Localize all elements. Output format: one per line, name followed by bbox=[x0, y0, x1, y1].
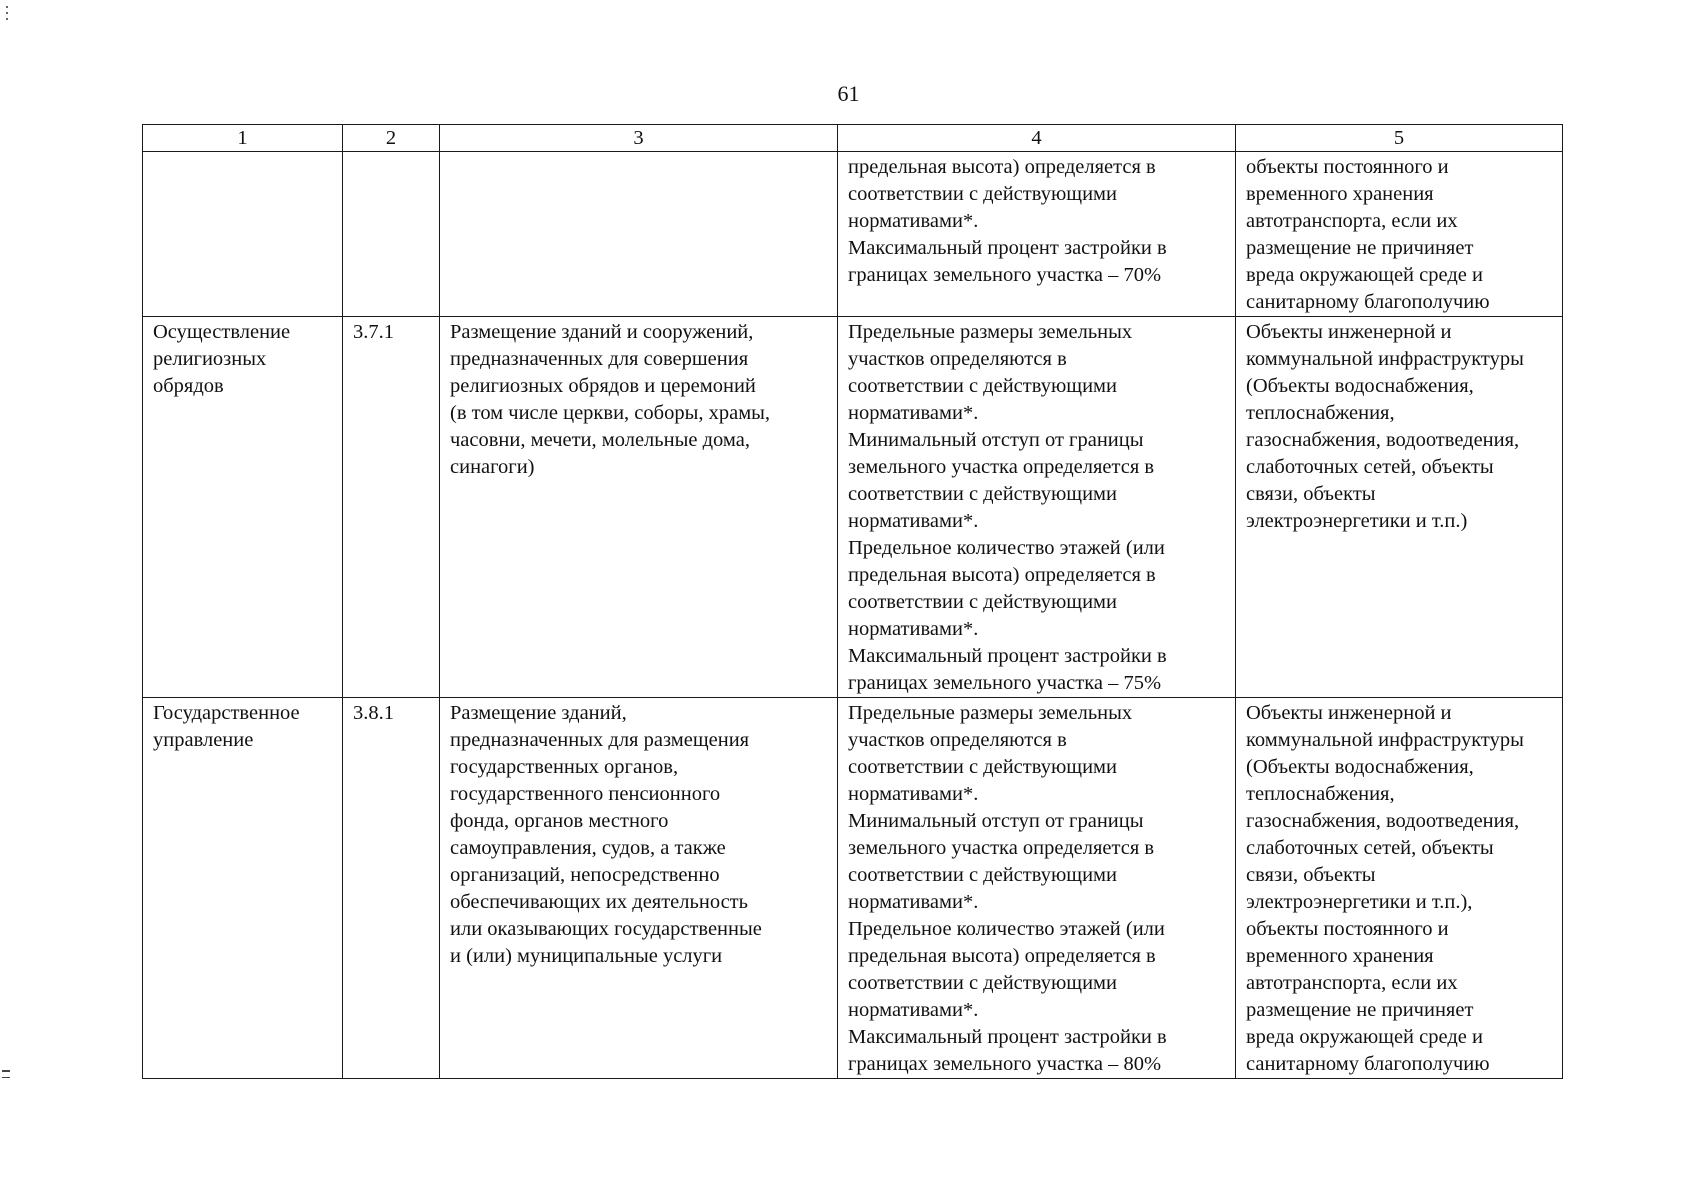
cell-parameters: предельная высота) определяется в соответствии с действующими нормативами*. Максимальный процент застройки в границах земельного участка – 70% bbox=[838, 152, 1236, 317]
column-header-2: 2 bbox=[343, 125, 440, 152]
cell-description bbox=[440, 152, 838, 317]
table-body bbox=[143, 152, 1563, 1079]
cell-code: 3.8.1 bbox=[343, 698, 440, 1079]
cell-auxiliary-objects: Объекты инженерной и коммунальной инфраструктуры (Объекты водоснабжения, теплоснабжения, газоснабжения, водоотведения, слаботочных сетей, объекты связи, объекты электроэнергетики и т.п.), объекты постоянного и временного хранения автотранспорта, если их размещение не причиняет вреда окружающей среде и санитарному благополучию bbox=[1236, 698, 1563, 1079]
land-use-table bbox=[142, 124, 1563, 1079]
cell-use-name: Осуществление религиозных обрядов bbox=[143, 317, 343, 698]
table-row bbox=[143, 317, 1563, 698]
cell-description: Размещение зданий, предназначенных для размещения государственных органов, государственного пенсионного фонда, органов местного самоуправления, судов, а также организаций, непосредственно обеспечивающих их деятельность или оказывающих государственные и (или) муниципальные услуги bbox=[440, 698, 838, 1079]
header-row bbox=[143, 125, 1563, 152]
cell-auxiliary-objects: объекты постоянного и временного хранения автотранспорта, если их размещение не причиняет вреда окружающей среде и санитарному благополучию bbox=[1236, 152, 1563, 317]
column-header-1: 1 bbox=[143, 125, 343, 152]
cell-auxiliary-objects: Объекты инженерной и коммунальной инфраструктуры (Объекты водоснабжения, теплоснабжения, газоснабжения, водоотведения, слаботочных сетей, объекты связи, объекты электроэнергетики и т.п.) bbox=[1236, 317, 1563, 698]
cell-use-name: Государственное управление bbox=[143, 698, 343, 1079]
cell-parameters: Предельные размеры земельных участков определяются в соответствии с действующими нормативами*. Минимальный отступ от границы земельного участка определяется в соответствии с действующими нормативами*. Предельное количество этажей (или предельная высота) определяется в соответствии с действующими нормативами*. Максимальный процент застройки в границах земельного участка – 80% bbox=[838, 698, 1236, 1079]
table-row bbox=[143, 698, 1563, 1079]
table-row bbox=[143, 152, 1563, 317]
cell-description: Размещение зданий и сооружений, предназначенных для совершения религиозных обрядов и церемоний (в том числе церкви, соборы, храмы, часовни, мечети, молельные дома, синагоги) bbox=[440, 317, 838, 698]
column-header-5: 5 bbox=[1236, 125, 1563, 152]
column-header-3: 3 bbox=[440, 125, 838, 152]
table-header bbox=[143, 125, 1563, 152]
cell-parameters: Предельные размеры земельных участков определяются в соответствии с действующими нормативами*. Минимальный отступ от границы земельного участка определяется в соответствии с действующими нормативами*. Предельное количество этажей (или предельная высота) определяется в соответствии с действующими нормативами*. Максимальный процент застройки в границах земельного участка – 75% bbox=[838, 317, 1236, 698]
column-header-4: 4 bbox=[838, 125, 1236, 152]
scan-edge-marks-top bbox=[6, 6, 8, 26]
page-number: 61 bbox=[837, 81, 860, 106]
scan-edge-marks-left bbox=[2, 1070, 10, 1084]
cell-code: 3.7.1 bbox=[343, 317, 440, 698]
cell-code bbox=[343, 152, 440, 317]
cell-use-name bbox=[143, 152, 343, 317]
